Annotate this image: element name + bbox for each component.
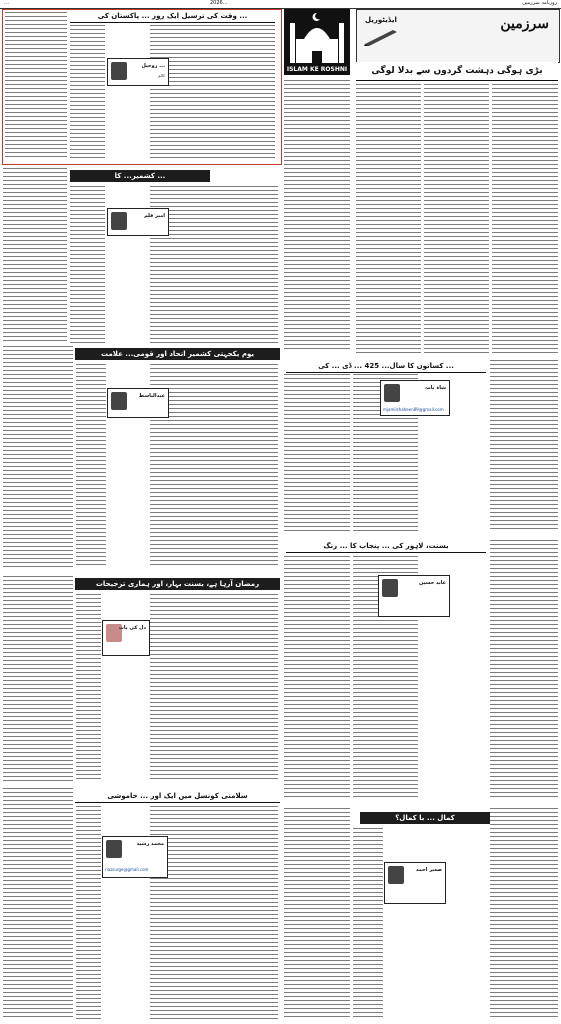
editorial-text-3 xyxy=(492,84,558,354)
article-7-author-photo xyxy=(382,579,398,597)
mosque-icon xyxy=(284,9,350,65)
article-6-author-box xyxy=(380,380,450,416)
article-1-author-box xyxy=(107,58,169,86)
article-3-author-box xyxy=(107,388,169,418)
masthead-subtitle: ایڈیٹوریل xyxy=(365,16,397,24)
article-1-headline: وقت کی ترسیل ایک روز ... پاکستان کی ... xyxy=(70,10,275,23)
article-3-text-mid xyxy=(76,364,106,568)
article-1-author-name: روحیل ... xyxy=(141,63,165,69)
editorial-text-2 xyxy=(424,84,489,354)
article-4-headline: رمضان آرہا ہے، بسنت بہار، اور ہماری ترجیحات xyxy=(75,578,280,590)
article-3-author-photo xyxy=(111,392,127,410)
article-2-author-photo xyxy=(111,212,127,230)
page-header xyxy=(0,0,561,9)
pen-icon xyxy=(363,28,399,46)
article-8-headline: کمال ... با کمال؟ xyxy=(360,812,490,824)
article-3-text-right xyxy=(150,364,278,568)
article-7-author-box xyxy=(378,575,450,617)
article-5-headline: سلامتی کونسل میں ایک اور ... خاموشی xyxy=(75,790,280,803)
editorial-text-1 xyxy=(356,84,421,354)
article-5-text-mid xyxy=(76,806,101,1020)
article-7-text-right xyxy=(490,540,558,800)
article-6-headline: کسانوں کا سال... 425 ... ڈی ... کی ... xyxy=(286,360,486,373)
article-1-text-right xyxy=(150,25,275,160)
article-2-headline: کشمیر... کا ... xyxy=(70,170,210,182)
article-3-text-left xyxy=(3,346,73,568)
article-2-text-right xyxy=(150,186,278,343)
center-column-text-1 xyxy=(284,80,350,350)
masthead-title: سرزمین xyxy=(500,16,549,32)
article-5-author-name: محمد رشید xyxy=(136,841,164,847)
article-2-author-box xyxy=(107,208,169,236)
article-5-text-right xyxy=(150,806,278,1020)
article-1-text-mid xyxy=(70,25,105,160)
header-date: 2026… xyxy=(210,0,228,6)
article-4-author-name: دل کی بات xyxy=(118,625,146,631)
header-paper-name: روزنامہ سرزمین xyxy=(522,0,557,6)
article-8-author-name: صغیر احمد xyxy=(415,867,442,873)
article-3-author-name: عبدالباسط xyxy=(138,393,165,399)
masthead xyxy=(356,9,560,63)
article-6-author-name: شاہ نامہ xyxy=(424,385,446,391)
article-6-author-email: mjamilshaheen89@gmail.com xyxy=(383,407,444,412)
article-8-text-mid xyxy=(353,828,383,1020)
article-8-author-box xyxy=(384,862,446,904)
article-1-author-photo xyxy=(111,62,127,80)
article-4-text-right xyxy=(150,594,278,781)
article-5-author-box xyxy=(102,836,168,878)
article-4-text-left xyxy=(3,576,73,781)
main-editorial-headline: بڑی ہوگی دہشت گردوں سے بدلا لوگی xyxy=(356,62,558,81)
article-1-author-column: کالم xyxy=(157,73,165,78)
islam-ke-roshni-box xyxy=(284,9,350,75)
article-2-text-left xyxy=(3,168,67,343)
article-8-text-left xyxy=(284,808,350,1020)
article-6-author-photo xyxy=(384,384,400,402)
article-6-text-left xyxy=(284,374,350,532)
article-5-author-email: riazsurge@gmail.com xyxy=(105,867,149,872)
article-7-author-name: عابد حسین xyxy=(418,580,446,586)
header-left: … xyxy=(4,0,9,6)
article-7-text-left xyxy=(284,556,350,800)
article-5-author-photo xyxy=(106,840,122,858)
article-4-author-box xyxy=(102,620,150,656)
article-6-text-right xyxy=(490,360,558,532)
article-1-text-left xyxy=(5,12,67,160)
article-7-headline: بسنت، لاہور کی ... پنجاب کا ... رنگ xyxy=(286,540,486,553)
article-2-author-name: امیر قلم xyxy=(144,213,165,219)
article-3-headline: یوم یکجہتی کشمیر اتحاد اور قومی... علامت xyxy=(75,348,280,360)
article-8-author-photo xyxy=(388,866,404,884)
article-5-text-left xyxy=(3,788,73,1020)
article-2-text-mid xyxy=(70,186,105,343)
article-4-text-mid xyxy=(76,594,101,781)
islam-ke-roshni-label: ISLAM KE ROSHNI xyxy=(286,66,348,73)
article-8-text-right xyxy=(490,808,558,1020)
